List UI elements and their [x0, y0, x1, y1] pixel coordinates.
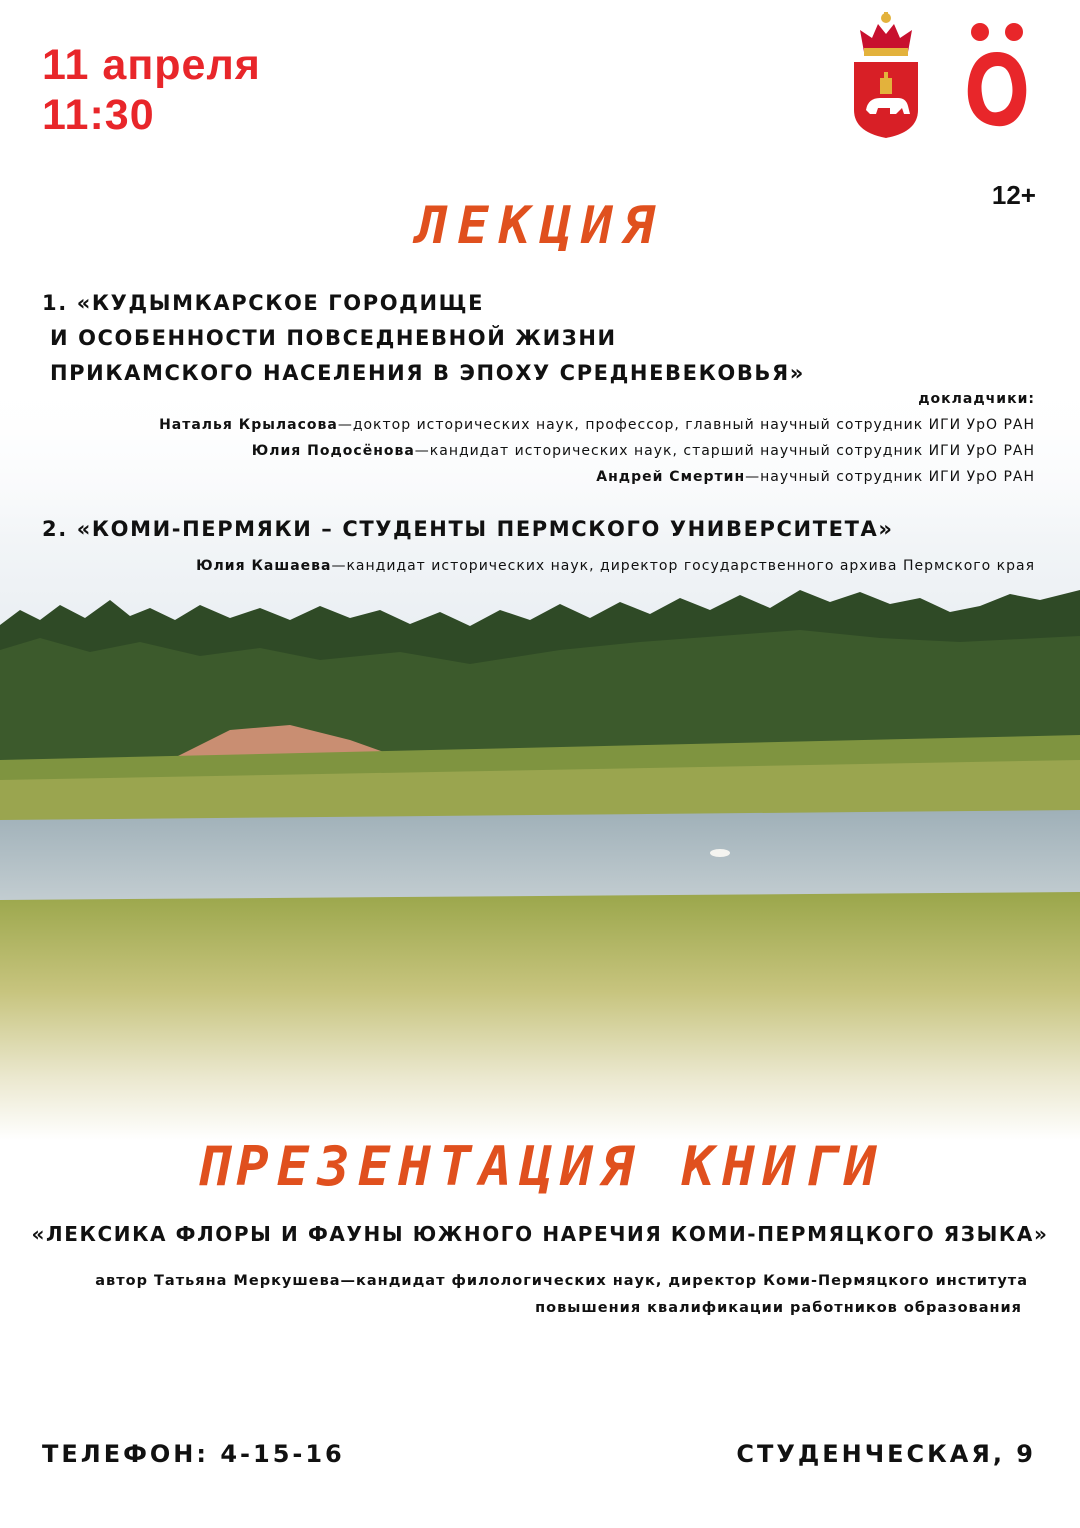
lecture-topic-1 — [42, 286, 805, 391]
address: СТУДЕНЧЕСКАЯ, 9 — [736, 1440, 1036, 1468]
event-time: 11:30 — [42, 91, 155, 139]
speaker-item: Наталья Крыласова—доктор исторических наук, профессор, главный научный сотрудник ИГИ УрО РАН — [159, 417, 1035, 433]
lecture-topic-2: 2. «КОМИ-ПЕРМЯКИ – СТУДЕНТЫ ПЕРМСКОГО УНИВЕРСИТЕТА» — [42, 517, 894, 541]
speaker-2 — [196, 553, 1035, 579]
lecture-title: ЛЕКЦИЯ — [416, 196, 664, 256]
event-date: 11 апреля — [42, 41, 261, 89]
speakers-list — [159, 386, 1035, 490]
topic-1-line-2: И ОСОБЕННОСТИ ПОВСЕДНЕВНОЙ ЖИЗНИ — [50, 326, 617, 350]
perm-krai-coat-of-arms-icon — [850, 10, 922, 140]
age-rating: 12+ — [991, 180, 1036, 210]
speaker-item: Андрей Смертин—научный сотрудник ИГИ УрО РАН — [596, 469, 1035, 485]
o-umlaut-logo-icon — [962, 20, 1032, 130]
book-author — [95, 1268, 1028, 1322]
speaker-item: Юлия Подосёнова—кандидат исторических наук, старший научный сотрудник ИГИ УрО РАН — [251, 443, 1035, 459]
event-datetime — [42, 40, 261, 140]
phone-number: ТЕЛЕФОН: 4-15-16 — [42, 1440, 345, 1468]
speaker-item: Юлия Кашаева—кандидат исторических наук, директор государственного архива Пермского края — [196, 558, 1035, 574]
author-line-2: повышения квалификации работников образования — [535, 1300, 1022, 1316]
topic-1-line-3: ПРИКАМСКОГО НАСЕЛЕНИЯ В ЭПОХУ СРЕДНЕВЕКОВЬЯ» — [50, 361, 805, 385]
topic-1-line-1: 1. «КУДЫМКАРСКОЕ ГОРОДИЩЕ — [42, 291, 485, 315]
book-subtitle: «ЛЕКСИКА ФЛОРЫ И ФАУНЫ ЮЖНОГО НАРЕЧИЯ КОМИ-ПЕРМЯЦКОГО ЯЗЫКА» — [31, 1222, 1049, 1246]
author-line-1: автор Татьяна Меркушева—кандидат филологических наук, директор Коми-Пермяцкого института — [95, 1273, 1028, 1289]
book-presentation-title: ПРЕЗЕНТАЦИЯ КНИГИ — [195, 1135, 885, 1198]
landscape-image — [0, 380, 1080, 1140]
speakers-label: докладчики: — [918, 391, 1035, 407]
